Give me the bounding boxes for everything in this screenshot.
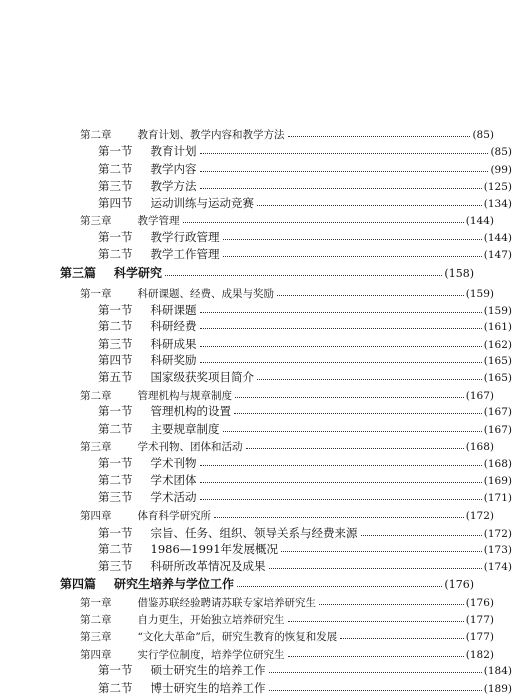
toc-entry — [0, 501, 494, 521]
toc-entry-page: (171) — [483, 491, 512, 504]
toc-entry — [0, 656, 512, 676]
toc-entry-label: 第一节 — [98, 229, 133, 244]
toc-entry-label: 第一节 — [98, 455, 133, 470]
toc-entry-page: (172) — [483, 527, 512, 540]
toc-entry — [0, 259, 474, 279]
dot-leader — [257, 378, 482, 380]
toc-entry-title: 科研奖励 — [150, 352, 197, 367]
toc-entry-title: 科研所改革情况及成果 — [150, 558, 266, 573]
dot-leader — [200, 498, 482, 500]
toc-entry — [0, 483, 512, 503]
toc-entry-title: 管理机构的设置 — [150, 403, 231, 418]
toc-entry-label: 第三节 — [98, 558, 133, 573]
toc-entry-title: 教学内容 — [150, 161, 197, 176]
dot-leader — [214, 516, 464, 518]
toc-entry-page: (176) — [444, 578, 474, 591]
toc-entry-title: “文化大革命”后，研究生教育的恢复和发展 — [137, 630, 338, 643]
toc-entry — [0, 397, 512, 417]
toc-entry-page: (177) — [465, 613, 494, 626]
toc-entry-label: 第三节 — [98, 489, 133, 504]
toc-entry-page: (167) — [483, 405, 512, 418]
toc-entry-label: 第三节 — [98, 178, 133, 193]
toc-entry-label: 第二节 — [98, 318, 133, 333]
toc-entry-title: 体育科学研究所 — [137, 509, 211, 522]
toc-entry-title: 博士研究生的培养工作 — [150, 680, 266, 695]
toc-entry-title: 管理机构与规章制度 — [137, 389, 232, 402]
dot-leader — [223, 255, 482, 257]
toc-entry-label: 第三章 — [80, 214, 112, 227]
toc-entry-page: (189) — [483, 682, 512, 695]
toc-entry-label: 第二节 — [98, 421, 133, 436]
toc-entry-title: 实行学位制度，培养学位研究生 — [137, 648, 285, 661]
toc-entry-page: (159) — [465, 287, 494, 300]
toc-entry-label: 第一节 — [98, 662, 133, 677]
toc-entry — [0, 570, 474, 590]
toc-entry-label: 第一章 — [80, 287, 112, 300]
toc-entry-label: 第一节 — [98, 525, 133, 540]
toc-entry-page: (144) — [483, 231, 512, 244]
toc-entry-page: (168) — [483, 457, 512, 470]
toc-entry-page: (85) — [490, 145, 512, 158]
toc-entry-title: 教育计划、教学内容和教学方法 — [137, 128, 285, 141]
toc-entry-page: (159) — [483, 304, 512, 317]
toc-entry-page: (167) — [483, 423, 512, 436]
dot-leader — [269, 689, 482, 691]
toc-entry-title: 1986—1991年发展概况 — [150, 541, 279, 556]
toc-entry-label: 第四节 — [98, 352, 133, 367]
dot-leader — [237, 585, 442, 587]
toc-entry-title: 科学研究 — [114, 266, 163, 280]
toc-entry — [0, 622, 494, 642]
toc-entry-label: 第二节 — [98, 541, 133, 556]
toc-entry — [0, 363, 512, 383]
toc-entry-page: (172) — [465, 509, 494, 522]
toc-entry-title: 科研课题 — [150, 302, 197, 317]
dot-leader — [200, 327, 482, 329]
toc-entry-page: (182) — [465, 648, 494, 661]
toc-entry-page: (165) — [483, 354, 512, 367]
toc-entry-label: 第三章 — [80, 630, 112, 643]
toc-entry-title: 科研经费 — [150, 318, 197, 333]
toc-entry-title: 主要规章制度 — [150, 421, 220, 436]
toc-entry-page: (169) — [483, 474, 512, 487]
toc-entry-label: 第四章 — [80, 648, 112, 661]
toc-entry-title: 科研课题、经费、成果与奖励 — [137, 287, 274, 300]
toc-entry-title: 学术团体 — [150, 472, 197, 487]
toc-entry-page: (158) — [444, 267, 474, 280]
dot-leader — [269, 671, 482, 673]
toc-entry-page: (161) — [483, 320, 512, 333]
toc-entry-page: (184) — [483, 664, 512, 677]
toc-entry-title: 科研成果 — [150, 336, 197, 351]
toc-entry-label: 第一节 — [98, 143, 133, 158]
toc-entry-page: (174) — [483, 560, 512, 573]
toc-entry-page: (85) — [472, 128, 494, 141]
toc-entry-title: 教学方法 — [150, 178, 197, 193]
toc-entry-title: 自力更生，开始独立培养研究生 — [137, 613, 285, 626]
toc-entry-label: 第二节 — [98, 246, 133, 261]
toc-entry-title: 宗旨、任务、组织、领导关系与经费来源 — [150, 525, 358, 540]
toc-entry-label: 第二章 — [80, 128, 112, 141]
toc-entry — [0, 137, 512, 157]
toc-entry-label: 第二节 — [98, 472, 133, 487]
toc-entry-label: 第五节 — [98, 369, 133, 384]
toc-entry-page: (165) — [483, 371, 512, 384]
toc-entry — [0, 312, 512, 332]
toc-entry-label: 第四节 — [98, 195, 133, 210]
toc-entry-label: 第二章 — [80, 389, 112, 402]
toc-entry-title: 运动训练与运动竞赛 — [150, 195, 254, 210]
toc-entry-label: 第一节 — [98, 403, 133, 418]
toc-entry-title: 学术刊物、团体和活动 — [137, 440, 243, 453]
toc-entry-page: (162) — [483, 338, 512, 351]
toc-entry-label: 第三篇 — [60, 266, 97, 280]
toc-entry-label: 第二节 — [98, 161, 133, 176]
toc-entry-page: (177) — [465, 630, 494, 643]
dot-leader — [234, 412, 482, 414]
toc-entry-title: 学术刊物 — [150, 455, 197, 470]
toc-entry — [0, 674, 512, 694]
toc-entry-page: (144) — [465, 214, 494, 227]
toc-entry-title: 国家级获奖项目简介 — [150, 369, 254, 384]
toc-entry — [0, 240, 512, 260]
toc-entry-title: 学术活动 — [150, 489, 197, 504]
toc-entry-label: 第四篇 — [60, 577, 97, 591]
toc-entry-page: (125) — [483, 180, 512, 193]
toc-entry-page: (134) — [483, 197, 512, 210]
dot-leader — [340, 637, 464, 639]
toc-entry-title: 硕士研究生的培养工作 — [150, 662, 266, 677]
toc-entry-label: 第三节 — [98, 336, 133, 351]
dot-leader — [165, 274, 442, 276]
toc-entry-title: 教学行政管理 — [150, 229, 220, 244]
dot-leader — [269, 567, 482, 569]
toc-entry-page: (99) — [490, 163, 512, 176]
toc-entry-label: 第二节 — [98, 680, 133, 695]
toc-entry-page: (167) — [465, 389, 494, 402]
toc-entry-page: (168) — [465, 440, 494, 453]
toc-entry-label: 第一节 — [98, 302, 133, 317]
toc-entry-label: 第四章 — [80, 509, 112, 522]
toc-entry-page: (176) — [465, 596, 494, 609]
toc-entry-title: 教学工作管理 — [150, 246, 220, 261]
dot-leader — [200, 152, 489, 154]
toc-entry-title: 借鉴苏联经验聘请苏联专家培养研究生 — [137, 596, 316, 609]
toc-entry-label: 第一章 — [80, 596, 112, 609]
toc-entry-title: 研究生培养与学位工作 — [114, 577, 235, 591]
toc-entry-page: (147) — [483, 248, 512, 261]
toc-entry — [0, 552, 512, 572]
toc-entry-title: 教育计划 — [150, 143, 197, 158]
toc-entry-label: 第三章 — [80, 440, 112, 453]
toc-entry-label: 第二章 — [80, 613, 112, 626]
toc-entry-page: (173) — [483, 543, 512, 556]
toc-entry-title: 教学管理 — [137, 214, 180, 227]
